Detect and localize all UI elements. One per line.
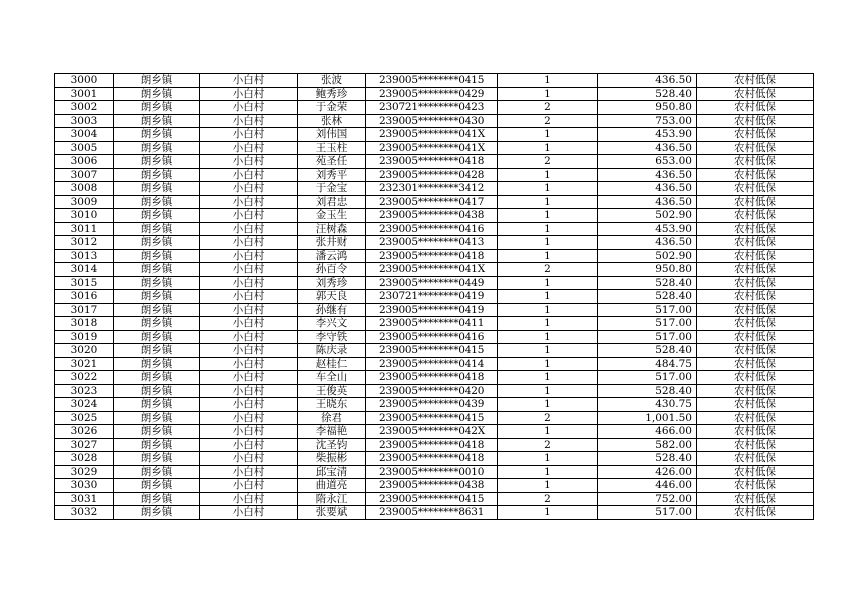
cell-amount: 517.00 [598, 371, 697, 385]
cell-name: 陈庆录 [298, 344, 366, 358]
cell-category: 农村低保 [697, 222, 814, 236]
cell-name: 曲道亮 [298, 479, 366, 493]
cell-township: 朗乡镇 [114, 411, 200, 425]
cell-household-size: 2 [498, 155, 598, 169]
cell-township: 朗乡镇 [114, 114, 200, 128]
cell-amount: 436.50 [598, 182, 697, 196]
table-row [55, 506, 814, 520]
table-row [55, 465, 814, 479]
cell-category: 农村低保 [697, 425, 814, 439]
cell-row-number: 3011 [55, 222, 114, 236]
cell-village: 小白村 [200, 128, 298, 142]
cell-household-size: 1 [498, 209, 598, 223]
cell-village: 小白村 [200, 411, 298, 425]
cell-village: 小白村 [200, 74, 298, 88]
cell-township: 朗乡镇 [114, 425, 200, 439]
cell-row-number: 3032 [55, 506, 114, 520]
cell-village: 小白村 [200, 141, 298, 155]
cell-township: 朗乡镇 [114, 141, 200, 155]
cell-household-size: 2 [498, 492, 598, 506]
cell-category: 农村低保 [697, 249, 814, 263]
cell-name: 鲍秀珍 [298, 87, 366, 101]
cell-row-number: 3029 [55, 465, 114, 479]
cell-amount: 528.40 [598, 276, 697, 290]
cell-household-size: 1 [498, 330, 598, 344]
cell-village: 小白村 [200, 87, 298, 101]
cell-township: 朗乡镇 [114, 87, 200, 101]
table-row [55, 290, 814, 304]
cell-village: 小白村 [200, 371, 298, 385]
cell-category: 农村低保 [697, 276, 814, 290]
table-row [55, 438, 814, 452]
cell-row-number: 3018 [55, 317, 114, 331]
cell-village: 小白村 [200, 384, 298, 398]
cell-category: 农村低保 [697, 479, 814, 493]
cell-category: 农村低保 [697, 141, 814, 155]
cell-household-size: 1 [498, 384, 598, 398]
table-row [55, 155, 814, 169]
cell-id-number: 232301********3412 [366, 182, 498, 196]
table-row [55, 357, 814, 371]
cell-id-number: 239005********0419 [366, 303, 498, 317]
table-row [55, 168, 814, 182]
cell-id-number: 239005********0411 [366, 317, 498, 331]
cell-name: 于金荣 [298, 101, 366, 115]
cell-household-size: 1 [498, 425, 598, 439]
cell-township: 朗乡镇 [114, 465, 200, 479]
cell-village: 小白村 [200, 479, 298, 493]
cell-id-number: 239005********0420 [366, 384, 498, 398]
cell-township: 朗乡镇 [114, 236, 200, 250]
cell-township: 朗乡镇 [114, 452, 200, 466]
cell-row-number: 3015 [55, 276, 114, 290]
data-table [54, 73, 814, 520]
cell-amount: 1,001.50 [598, 411, 697, 425]
cell-id-number: 239005********041X [366, 263, 498, 277]
cell-township: 朗乡镇 [114, 438, 200, 452]
cell-row-number: 3008 [55, 182, 114, 196]
cell-amount: 517.00 [598, 506, 697, 520]
cell-amount: 436.50 [598, 236, 697, 250]
table-row [55, 344, 814, 358]
cell-category: 农村低保 [697, 114, 814, 128]
cell-name: 邱宝清 [298, 465, 366, 479]
cell-township: 朗乡镇 [114, 344, 200, 358]
cell-household-size: 1 [498, 465, 598, 479]
cell-category: 农村低保 [697, 290, 814, 304]
cell-village: 小白村 [200, 438, 298, 452]
table-row [55, 263, 814, 277]
cell-amount: 436.50 [598, 74, 697, 88]
cell-household-size: 1 [498, 506, 598, 520]
cell-row-number: 3022 [55, 371, 114, 385]
cell-village: 小白村 [200, 317, 298, 331]
cell-category: 农村低保 [697, 74, 814, 88]
cell-category: 农村低保 [697, 128, 814, 142]
cell-amount: 484.75 [598, 357, 697, 371]
cell-village: 小白村 [200, 101, 298, 115]
cell-village: 小白村 [200, 276, 298, 290]
table-row [55, 209, 814, 223]
cell-id-number: 239005********0415 [366, 344, 498, 358]
cell-row-number: 3004 [55, 128, 114, 142]
table-row [55, 114, 814, 128]
cell-name: 刘君忠 [298, 195, 366, 209]
cell-id-number: 239005********0415 [366, 492, 498, 506]
cell-household-size: 1 [498, 479, 598, 493]
cell-township: 朗乡镇 [114, 384, 200, 398]
cell-township: 朗乡镇 [114, 371, 200, 385]
cell-id-number: 239005********0418 [366, 438, 498, 452]
cell-village: 小白村 [200, 465, 298, 479]
table-row [55, 303, 814, 317]
cell-category: 农村低保 [697, 357, 814, 371]
cell-township: 朗乡镇 [114, 209, 200, 223]
cell-name: 汪树森 [298, 222, 366, 236]
cell-category: 农村低保 [697, 101, 814, 115]
cell-id-number: 239005********042X [366, 425, 498, 439]
cell-name: 张林 [298, 114, 366, 128]
cell-row-number: 3030 [55, 479, 114, 493]
cell-village: 小白村 [200, 155, 298, 169]
cell-household-size: 1 [498, 303, 598, 317]
cell-township: 朗乡镇 [114, 290, 200, 304]
table-row [55, 492, 814, 506]
cell-amount: 528.40 [598, 344, 697, 358]
cell-category: 农村低保 [697, 371, 814, 385]
cell-row-number: 3010 [55, 209, 114, 223]
cell-name: 隋永江 [298, 492, 366, 506]
cell-id-number: 239005********8631 [366, 506, 498, 520]
cell-name: 刘秀平 [298, 168, 366, 182]
cell-name: 郭天良 [298, 290, 366, 304]
cell-township: 朗乡镇 [114, 182, 200, 196]
cell-village: 小白村 [200, 222, 298, 236]
cell-name: 徐君 [298, 411, 366, 425]
cell-id-number: 239005********0415 [366, 411, 498, 425]
cell-row-number: 3000 [55, 74, 114, 88]
table-row [55, 249, 814, 263]
cell-row-number: 3031 [55, 492, 114, 506]
cell-amount: 446.00 [598, 479, 697, 493]
cell-row-number: 3025 [55, 411, 114, 425]
cell-village: 小白村 [200, 290, 298, 304]
cell-township: 朗乡镇 [114, 317, 200, 331]
cell-category: 农村低保 [697, 492, 814, 506]
cell-village: 小白村 [200, 236, 298, 250]
cell-township: 朗乡镇 [114, 128, 200, 142]
cell-township: 朗乡镇 [114, 506, 200, 520]
cell-household-size: 1 [498, 182, 598, 196]
cell-category: 农村低保 [697, 344, 814, 358]
cell-household-size: 1 [498, 357, 598, 371]
cell-amount: 502.90 [598, 209, 697, 223]
cell-village: 小白村 [200, 344, 298, 358]
cell-id-number: 239005********041X [366, 128, 498, 142]
cell-id-number: 239005********0413 [366, 236, 498, 250]
cell-amount: 528.40 [598, 290, 697, 304]
cell-category: 农村低保 [697, 209, 814, 223]
cell-id-number: 239005********041X [366, 141, 498, 155]
cell-name: 苑圣任 [298, 155, 366, 169]
cell-id-number: 239005********0438 [366, 479, 498, 493]
cell-amount: 517.00 [598, 330, 697, 344]
cell-amount: 436.50 [598, 141, 697, 155]
cell-id-number: 239005********0439 [366, 398, 498, 412]
cell-row-number: 3023 [55, 384, 114, 398]
cell-name: 张井财 [298, 236, 366, 250]
cell-name: 刘秀珍 [298, 276, 366, 290]
cell-name: 金玉生 [298, 209, 366, 223]
table-row [55, 87, 814, 101]
cell-amount: 502.90 [598, 249, 697, 263]
cell-amount: 436.50 [598, 168, 697, 182]
table-row [55, 371, 814, 385]
cell-amount: 528.40 [598, 87, 697, 101]
cell-row-number: 3014 [55, 263, 114, 277]
cell-household-size: 1 [498, 371, 598, 385]
cell-village: 小白村 [200, 263, 298, 277]
cell-category: 农村低保 [697, 438, 814, 452]
cell-township: 朗乡镇 [114, 492, 200, 506]
cell-row-number: 3009 [55, 195, 114, 209]
cell-household-size: 1 [498, 128, 598, 142]
table-row [55, 452, 814, 466]
cell-name: 柴振彬 [298, 452, 366, 466]
cell-category: 农村低保 [697, 263, 814, 277]
cell-row-number: 3019 [55, 330, 114, 344]
cell-amount: 517.00 [598, 317, 697, 331]
cell-township: 朗乡镇 [114, 398, 200, 412]
table-row [55, 195, 814, 209]
cell-household-size: 2 [498, 101, 598, 115]
cell-township: 朗乡镇 [114, 155, 200, 169]
table-row [55, 222, 814, 236]
cell-amount: 430.75 [598, 398, 697, 412]
cell-amount: 653.00 [598, 155, 697, 169]
cell-category: 农村低保 [697, 182, 814, 196]
cell-id-number: 239005********0429 [366, 87, 498, 101]
cell-name: 孙继有 [298, 303, 366, 317]
cell-category: 农村低保 [697, 87, 814, 101]
cell-household-size: 1 [498, 195, 598, 209]
cell-township: 朗乡镇 [114, 263, 200, 277]
table-row [55, 276, 814, 290]
table-row [55, 411, 814, 425]
cell-township: 朗乡镇 [114, 101, 200, 115]
cell-category: 农村低保 [697, 236, 814, 250]
cell-row-number: 3024 [55, 398, 114, 412]
cell-id-number: 239005********0449 [366, 276, 498, 290]
cell-id-number: 230721********0423 [366, 101, 498, 115]
cell-row-number: 3006 [55, 155, 114, 169]
cell-household-size: 2 [498, 114, 598, 128]
table-row [55, 74, 814, 88]
cell-household-size: 1 [498, 74, 598, 88]
cell-village: 小白村 [200, 357, 298, 371]
cell-amount: 752.00 [598, 492, 697, 506]
cell-category: 农村低保 [697, 303, 814, 317]
cell-amount: 453.90 [598, 222, 697, 236]
cell-township: 朗乡镇 [114, 303, 200, 317]
cell-household-size: 1 [498, 168, 598, 182]
cell-village: 小白村 [200, 195, 298, 209]
cell-id-number: 239005********0418 [366, 371, 498, 385]
cell-name: 孙百令 [298, 263, 366, 277]
table-row [55, 141, 814, 155]
cell-row-number: 3028 [55, 452, 114, 466]
cell-village: 小白村 [200, 492, 298, 506]
cell-id-number: 239005********0418 [366, 452, 498, 466]
cell-household-size: 2 [498, 263, 598, 277]
cell-village: 小白村 [200, 398, 298, 412]
cell-category: 农村低保 [697, 506, 814, 520]
table-body [55, 74, 814, 520]
cell-name: 李守铁 [298, 330, 366, 344]
cell-name: 沈圣钧 [298, 438, 366, 452]
cell-id-number: 239005********0430 [366, 114, 498, 128]
cell-amount: 950.80 [598, 101, 697, 115]
table-row [55, 101, 814, 115]
cell-village: 小白村 [200, 114, 298, 128]
cell-village: 小白村 [200, 209, 298, 223]
cell-household-size: 1 [498, 317, 598, 331]
cell-category: 农村低保 [697, 330, 814, 344]
cell-name: 赵桂仁 [298, 357, 366, 371]
cell-category: 农村低保 [697, 195, 814, 209]
table-row [55, 236, 814, 250]
cell-township: 朗乡镇 [114, 222, 200, 236]
table-row [55, 317, 814, 331]
cell-village: 小白村 [200, 506, 298, 520]
cell-village: 小白村 [200, 168, 298, 182]
cell-household-size: 1 [498, 276, 598, 290]
cell-category: 农村低保 [697, 168, 814, 182]
cell-row-number: 3027 [55, 438, 114, 452]
cell-id-number: 239005********0416 [366, 330, 498, 344]
cell-name: 李兴文 [298, 317, 366, 331]
cell-row-number: 3003 [55, 114, 114, 128]
cell-township: 朗乡镇 [114, 357, 200, 371]
cell-amount: 436.50 [598, 195, 697, 209]
cell-township: 朗乡镇 [114, 195, 200, 209]
cell-amount: 528.40 [598, 452, 697, 466]
cell-village: 小白村 [200, 182, 298, 196]
cell-amount: 950.80 [598, 263, 697, 277]
cell-row-number: 3026 [55, 425, 114, 439]
cell-name: 车全山 [298, 371, 366, 385]
cell-amount: 582.00 [598, 438, 697, 452]
cell-household-size: 2 [498, 438, 598, 452]
table-row [55, 425, 814, 439]
cell-name: 潘云鸿 [298, 249, 366, 263]
cell-household-size: 1 [498, 249, 598, 263]
cell-category: 农村低保 [697, 411, 814, 425]
cell-id-number: 239005********0414 [366, 357, 498, 371]
cell-category: 农村低保 [697, 384, 814, 398]
cell-amount: 426.00 [598, 465, 697, 479]
cell-category: 农村低保 [697, 317, 814, 331]
cell-row-number: 3013 [55, 249, 114, 263]
cell-id-number: 239005********0428 [366, 168, 498, 182]
cell-household-size: 1 [498, 141, 598, 155]
cell-id-number: 230721********0419 [366, 290, 498, 304]
cell-name: 王俊英 [298, 384, 366, 398]
cell-village: 小白村 [200, 425, 298, 439]
cell-village: 小白村 [200, 303, 298, 317]
table-row [55, 479, 814, 493]
cell-household-size: 1 [498, 398, 598, 412]
cell-household-size: 1 [498, 222, 598, 236]
cell-row-number: 3017 [55, 303, 114, 317]
cell-category: 农村低保 [697, 155, 814, 169]
cell-id-number: 239005********0418 [366, 249, 498, 263]
cell-name: 张波 [298, 74, 366, 88]
table-row [55, 182, 814, 196]
cell-household-size: 1 [498, 236, 598, 250]
cell-row-number: 3016 [55, 290, 114, 304]
cell-name: 于金宝 [298, 182, 366, 196]
cell-amount: 466.00 [598, 425, 697, 439]
cell-row-number: 3002 [55, 101, 114, 115]
table-row [55, 330, 814, 344]
cell-category: 农村低保 [697, 452, 814, 466]
cell-row-number: 3020 [55, 344, 114, 358]
cell-id-number: 239005********0010 [366, 465, 498, 479]
cell-name: 刘伟国 [298, 128, 366, 142]
cell-id-number: 239005********0438 [366, 209, 498, 223]
cell-village: 小白村 [200, 452, 298, 466]
cell-village: 小白村 [200, 330, 298, 344]
cell-name: 王晓东 [298, 398, 366, 412]
table-row [55, 384, 814, 398]
cell-category: 农村低保 [697, 398, 814, 412]
cell-township: 朗乡镇 [114, 330, 200, 344]
cell-id-number: 239005********0415 [366, 74, 498, 88]
cell-township: 朗乡镇 [114, 74, 200, 88]
cell-row-number: 3012 [55, 236, 114, 250]
table-row [55, 398, 814, 412]
cell-household-size: 1 [498, 87, 598, 101]
cell-name: 王玉柱 [298, 141, 366, 155]
cell-township: 朗乡镇 [114, 479, 200, 493]
cell-household-size: 1 [498, 290, 598, 304]
cell-category: 农村低保 [697, 465, 814, 479]
cell-row-number: 3005 [55, 141, 114, 155]
cell-row-number: 3007 [55, 168, 114, 182]
cell-id-number: 239005********0416 [366, 222, 498, 236]
cell-name: 张要斌 [298, 506, 366, 520]
cell-id-number: 239005********0418 [366, 155, 498, 169]
cell-household-size: 2 [498, 411, 598, 425]
cell-row-number: 3021 [55, 357, 114, 371]
cell-amount: 517.00 [598, 303, 697, 317]
cell-village: 小白村 [200, 249, 298, 263]
cell-amount: 753.00 [598, 114, 697, 128]
cell-row-number: 3001 [55, 87, 114, 101]
cell-township: 朗乡镇 [114, 276, 200, 290]
cell-id-number: 239005********0417 [366, 195, 498, 209]
cell-household-size: 1 [498, 452, 598, 466]
cell-amount: 528.40 [598, 384, 697, 398]
cell-household-size: 1 [498, 344, 598, 358]
cell-amount: 453.90 [598, 128, 697, 142]
cell-township: 朗乡镇 [114, 168, 200, 182]
cell-township: 朗乡镇 [114, 249, 200, 263]
table-row [55, 128, 814, 142]
cell-name: 李福艳 [298, 425, 366, 439]
